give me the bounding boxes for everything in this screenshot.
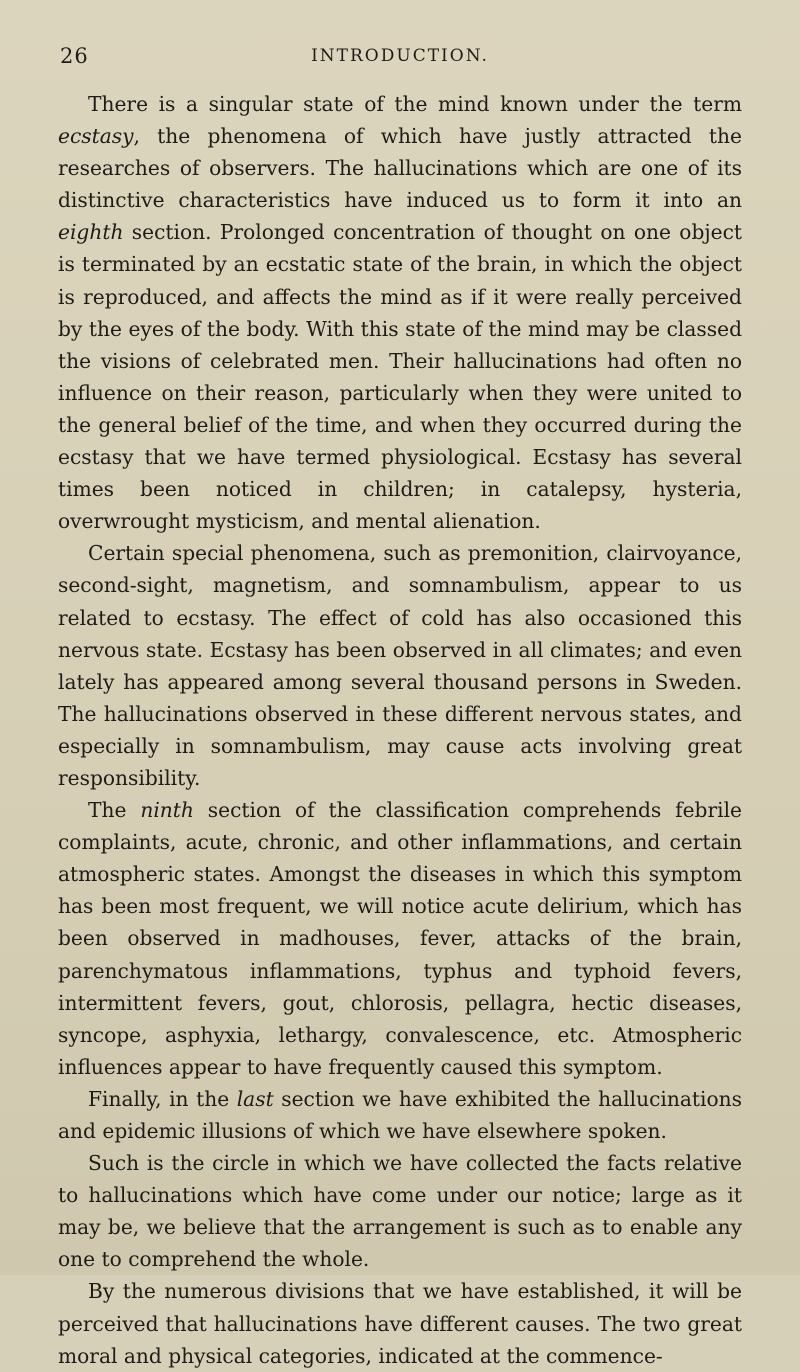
paragraph-divisions: By the numerous divisions that we have established, it will be perceived that hallucinations have different causes. The two great moral and physical categories, indicated at the commence- [58, 1279, 742, 1368]
emphasis-last: last [236, 1086, 274, 1111]
emphasis-eighth: eighth [58, 220, 124, 245]
paragraph-special-phenomena: Certain special phenomena, such as premonition, clairvoyance, second-sight, magnetism, and somnambulism, appear to us related to ecstasy. The effect of cold has also occasioned this nervous state. Ecstasy has been observed in all climates; and even lately has appeared among several thousand persons in Sweden. The hallucinations observed in these different nervous states, and especially in somnambulism, may cause acts involving great responsibility. [58, 541, 742, 790]
emphasis-ninth: ninth [140, 798, 194, 823]
page-number: 26 [60, 44, 89, 68]
body-text [58, 88, 742, 1372]
emphasis-ecstasy: ecstasy [58, 124, 134, 149]
running-head: INTRODUCTION. [311, 46, 489, 66]
page-header [60, 44, 740, 74]
paragraph-circle: Such is the circle in which we have collected the facts relative to hallucinations which have come under our notice; large as it may be, we believe that the arrangement is such as to enable any one to comprehend the whole. [58, 1151, 742, 1272]
paragraph-ninth-section: The ninth section of the classification comprehends febrile complaints, acute, chronic, and other inflammations, and certain atmospheric states. Amongst the diseases in which this symptom has been most frequent, we will notice acute delirium, which has been observed in madhouses, fever, attacks of the brain, parenchymatous inflammations, typhus and typhoid fevers, intermittent fevers, gout, chlorosis, pellagra, hectic diseases, syncope, asphyxia, lethargy, convalescence, etc. Atmospheric influences appear to have frequently caused this symptom. [58, 798, 742, 1079]
paragraph-ecstasy: There is a singular state of the mind known under the term ecstasy, the phenomena of which have justly attracted the researches of observers. The hallucinations which are one of its distinctive characteristics have induced us to form it into an eighth section. Prolonged concentration of thought on one object is terminated by an ecstatic state of the brain, in which the object is reproduced, and affects the mind as if it were really perceived by the eyes of the body. With this state of the mind may be classed the visions of celebrated men. Their hallucinations had often no influence on their reason, particularly when they were united to the general belief of the time, and when they occurred during the ecstasy that we have termed physiological. Ecstasy has several times been noticed in children; in catalepsy, hysteria, overwrought mysticism, and mental alienation. [58, 92, 742, 534]
paragraph-last-section: Finally, in the last section we have exhibited the hallucinations and epidemic illusions of which we have elsewhere spoken. [58, 1086, 742, 1143]
